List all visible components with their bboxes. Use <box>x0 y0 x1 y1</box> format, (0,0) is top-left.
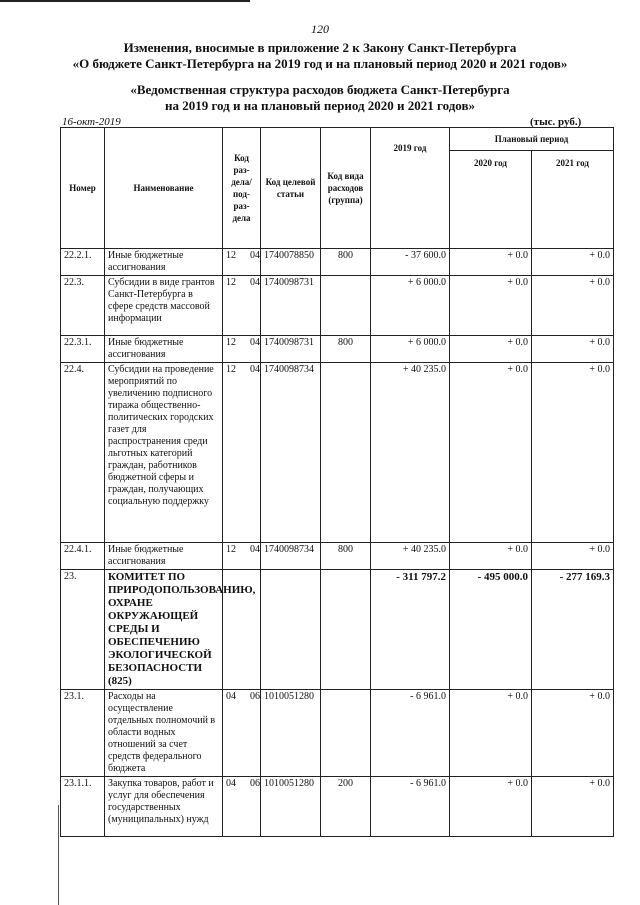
row-2020-value: + 0.0 <box>450 276 532 336</box>
subsection-code: 04 <box>250 337 260 348</box>
row-2019-value: + 40 235.0 <box>371 363 450 543</box>
section-code: 12 <box>226 337 236 348</box>
header-name: Наименование <box>105 128 223 249</box>
row-2019-value: + 6 000.0 <box>371 276 450 336</box>
document-date: 16-окт-2019 <box>62 116 121 128</box>
table-row <box>61 249 614 276</box>
row-section-code <box>223 363 261 543</box>
row-2019-value: + 6 000.0 <box>371 336 450 363</box>
row-name: Субсидии на проведение мероприятий по увеличению подписного тиража общественно-политических городских газет для распространения среди льготных категорий граждан, работников бюджетной сферы и граждан, получающих социальную поддержку <box>105 363 223 543</box>
section-code: 12 <box>226 277 236 288</box>
table-row <box>61 543 614 570</box>
row-name: Иные бюджетные ассигнования <box>105 249 223 276</box>
subsection-code: 04 <box>250 544 260 555</box>
row-2020-value: + 0.0 <box>450 363 532 543</box>
subtitle-line-2: на 2019 год и на плановый период 2020 и 2021 годов» <box>164 98 475 113</box>
row-name: Субсидии в виде грантов Санкт-Петербурга в сфере средств массовой информации <box>105 276 223 336</box>
subtitle-line-1: «Ведомственная структура расходов бюджета Санкт-Петербурга <box>130 82 510 97</box>
section-code: 12 <box>226 250 236 261</box>
row-2020-value: + 0.0 <box>450 777 532 837</box>
row-2019-value: - 37 600.0 <box>371 249 450 276</box>
row-number: 22.3. <box>61 276 105 336</box>
row-2019-value: - 311 797.2 <box>371 570 450 690</box>
row-expense-type: 800 <box>321 249 371 276</box>
row-number: 23.1.1. <box>61 777 105 837</box>
section-code: 04 <box>226 778 236 789</box>
header-target-code: Код целевой статьи <box>261 128 321 249</box>
section-code: 12 <box>226 364 236 375</box>
row-target-code: 1740098734 <box>261 363 321 543</box>
page-number: 120 <box>311 22 329 36</box>
row-target-code: 1740098734 <box>261 543 321 570</box>
table-row <box>61 363 614 543</box>
row-expense-type <box>321 276 371 336</box>
row-section-code <box>223 690 261 777</box>
row-number: 22.2.1. <box>61 249 105 276</box>
row-2020-value: + 0.0 <box>450 690 532 777</box>
row-target-code: 1010051280 <box>261 690 321 777</box>
row-target-code: 1740078850 <box>261 249 321 276</box>
row-target-code: 1740098731 <box>261 336 321 363</box>
row-expense-type <box>321 570 371 690</box>
row-number: 23. <box>61 570 105 690</box>
row-expense-type: 200 <box>321 777 371 837</box>
table-row <box>61 690 614 777</box>
row-2020-value: + 0.0 <box>450 336 532 363</box>
row-2020-value: + 0.0 <box>450 249 532 276</box>
subsection-code: 04 <box>250 277 260 288</box>
document-subtitle <box>0 82 640 114</box>
row-number: 22.4.1. <box>61 543 105 570</box>
row-name: Иные бюджетные ассигнования <box>105 336 223 363</box>
row-expense-type <box>321 363 371 543</box>
row-name: Расходы на осуществление отдельных полномочий в области водных отношений за счет средств федерального бюджета <box>105 690 223 777</box>
row-number: 23.1. <box>61 690 105 777</box>
title-line-1: Изменения, вносимые в приложение 2 к Закону Санкт-Петербурга <box>123 40 517 55</box>
row-section-code <box>223 543 261 570</box>
row-section-code <box>223 276 261 336</box>
row-expense-type: 800 <box>321 543 371 570</box>
margin-line <box>58 805 59 905</box>
header-number: Номер <box>61 128 105 249</box>
row-2020-value: + 0.0 <box>450 543 532 570</box>
row-expense-type <box>321 690 371 777</box>
row-2020-value: - 495 000.0 <box>450 570 532 690</box>
section-code: 12 <box>226 544 236 555</box>
row-2021-value: - 277 169.3 <box>532 570 614 690</box>
document-title <box>0 40 640 72</box>
row-2021-value: + 0.0 <box>532 690 614 777</box>
row-name: Иные бюджетные ассигнования <box>105 543 223 570</box>
subsection-code: 06 <box>250 691 260 702</box>
row-number: 22.4. <box>61 363 105 543</box>
table-row <box>61 570 614 690</box>
row-2021-value: + 0.0 <box>532 249 614 276</box>
row-number: 22.3.1. <box>61 336 105 363</box>
section-code: 04 <box>226 691 236 702</box>
subsection-code: 06 <box>250 778 260 789</box>
table-row <box>61 276 614 336</box>
row-target-code: 1740098731 <box>261 276 321 336</box>
row-target-code: 1010051280 <box>261 777 321 837</box>
row-2021-value: + 0.0 <box>532 363 614 543</box>
row-section-code <box>223 249 261 276</box>
row-section-code <box>223 777 261 837</box>
title-line-2: «О бюджете Санкт-Петербурга на 2019 год и на плановый период 2020 и 2021 годов» <box>72 56 568 71</box>
header-expense-type: Код вида расходов (группа) <box>321 128 371 249</box>
row-target-code <box>261 570 321 690</box>
row-2019-value: - 6 961.0 <box>371 777 450 837</box>
table-row <box>61 777 614 837</box>
header-planned-period: Плановый период <box>450 128 614 151</box>
row-2021-value: + 0.0 <box>532 777 614 837</box>
table-body <box>61 249 614 837</box>
header-section-code: Код раз-дела/ под-раз-дела <box>223 128 261 249</box>
row-name: Закупка товаров, работ и услуг для обеспечения государственных (муниципальных) нужд <box>105 777 223 837</box>
units-label: (тыс. руб.) <box>530 116 582 128</box>
header-2019: 2019 год <box>371 128 450 249</box>
top-rule <box>0 0 250 2</box>
subsection-code: 04 <box>250 250 260 261</box>
row-2021-value: + 0.0 <box>532 276 614 336</box>
table-row <box>61 336 614 363</box>
row-2021-value: + 0.0 <box>532 336 614 363</box>
row-2019-value: + 40 235.0 <box>371 543 450 570</box>
row-name: КОМИТЕТ ПО ПРИРОДОПОЛЬЗОВАНИЮ, ОХРАНЕ ОКРУЖАЮЩЕЙ СРЕДЫ И ОБЕСПЕЧЕНИЮ ЭКОЛОГИЧЕСКОЙ БЕЗОПАСНОСТИ (825) <box>105 570 223 690</box>
subsection-code: 04 <box>250 364 260 375</box>
row-expense-type: 800 <box>321 336 371 363</box>
row-section-code <box>223 336 261 363</box>
header-2021: 2021 год <box>532 150 614 248</box>
header-2020: 2020 год <box>450 150 532 248</box>
budget-table <box>60 127 614 837</box>
row-2021-value: + 0.0 <box>532 543 614 570</box>
row-2019-value: - 6 961.0 <box>371 690 450 777</box>
